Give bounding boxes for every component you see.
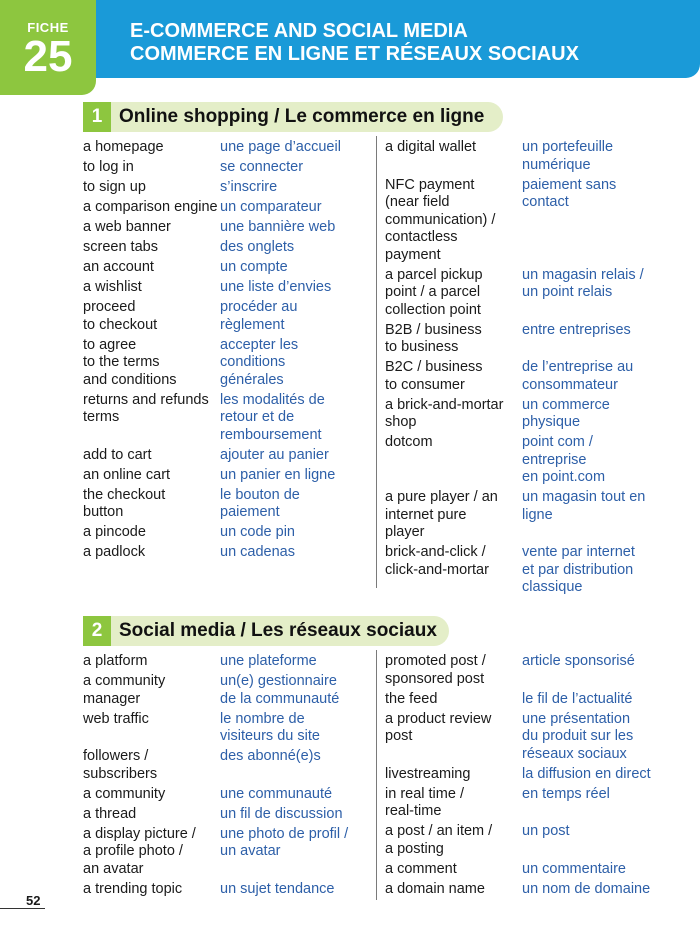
vocab-entry	[385, 691, 675, 709]
french-term: en temps réel	[522, 785, 610, 802]
english-term: a web banner	[83, 219, 171, 235]
french-term: une plateforme	[220, 653, 317, 669]
french-term: une photo de profil / un avatar	[220, 825, 349, 859]
english-term: a comparison engine	[83, 199, 218, 215]
french-term: un magasin tout en ligne	[522, 489, 646, 523]
english-term: livestreaming	[385, 765, 471, 782]
column-divider	[376, 136, 377, 588]
french-term: paiement sans contact	[522, 176, 617, 210]
english-term: a post / an item / a posting	[385, 823, 493, 857]
vocab-entry	[83, 239, 373, 257]
french-term: un commentaire	[522, 860, 626, 877]
french-term: entre entreprises	[522, 321, 631, 338]
vocab-entry	[83, 447, 373, 465]
vocab-entry	[83, 392, 373, 445]
french-term: une bannière web	[220, 219, 336, 235]
english-term: a homepage	[83, 139, 164, 155]
column-divider	[376, 650, 377, 900]
vocab-entry	[385, 177, 675, 265]
french-term: un magasin relais / un point relais	[522, 266, 644, 300]
english-term: proceed to checkout	[83, 299, 158, 333]
section-number: 2	[83, 616, 111, 646]
french-term: article sponsorisé	[522, 653, 635, 669]
french-term: une page d’accueil	[220, 139, 341, 155]
vocab-entry	[83, 219, 373, 237]
french-term: un code pin	[220, 524, 295, 540]
page-title-fr: COMMERCE EN LIGNE ET RÉSEAUX SOCIAUX	[130, 43, 579, 65]
section-title: Online shopping / Le commerce en ligne	[119, 106, 485, 127]
vocab-entry	[385, 786, 675, 821]
vocab-entry	[83, 337, 373, 390]
english-term: a wishlist	[83, 279, 142, 295]
french-term: le fil de l’actualité	[522, 690, 633, 707]
french-term: un panier en ligne	[220, 466, 336, 483]
english-term: a domain name	[385, 880, 485, 897]
english-term: a padlock	[83, 544, 146, 560]
vocab-entry	[385, 653, 675, 688]
english-term: followers / subscribers	[83, 748, 158, 782]
vocab-entry	[385, 139, 675, 174]
french-term: le bouton de paiement	[220, 486, 300, 520]
section-heading-online-shopping	[83, 102, 503, 132]
section-number: 1	[83, 102, 111, 132]
section1-left-column	[83, 139, 373, 564]
english-term: to sign up	[83, 179, 146, 195]
fiche-number: 25	[23, 32, 73, 81]
french-term: des abonné(e)s	[220, 748, 321, 764]
english-term: an account	[83, 259, 154, 275]
english-term: a parcel pickup point / a parcel collection point	[385, 266, 483, 318]
french-term: un cadenas	[220, 544, 295, 560]
french-term: les modalités de retour et de remboursement	[220, 391, 325, 443]
english-term: a pure player / an internet pure player	[385, 489, 498, 540]
section-title: Social media / Les réseaux sociaux	[119, 620, 437, 641]
vocab-entry	[385, 711, 675, 764]
vocab-entry	[83, 544, 373, 562]
french-term: un(e) gestionnaire de la communauté	[220, 673, 340, 707]
vocab-entry	[385, 489, 675, 542]
vocab-entry	[83, 259, 373, 277]
french-term: s’inscrire	[220, 179, 278, 195]
french-term: une communauté	[220, 785, 333, 802]
vocab-entry	[83, 279, 373, 297]
english-term: in real time / real-time	[385, 785, 464, 819]
english-term: a thread	[83, 805, 137, 822]
english-term: a pincode	[83, 524, 146, 540]
english-term: a product review post	[385, 710, 492, 744]
section2-right-column	[385, 653, 675, 901]
fiche-label: FICHE	[27, 20, 69, 35]
vocab-entry	[83, 653, 373, 671]
vocab-entry	[385, 434, 675, 487]
english-term: a trending topic	[83, 880, 183, 897]
english-term: to agree to the terms and conditions	[83, 336, 177, 388]
vocab-entry	[83, 299, 373, 334]
french-term: le nombre de visiteurs du site	[220, 710, 320, 744]
vocab-entry	[385, 766, 675, 784]
french-term: un sujet tendance	[220, 880, 335, 897]
vocab-entry	[83, 159, 373, 177]
vocab-entry	[83, 826, 373, 879]
french-term: point com / entreprise en point.com	[522, 434, 606, 485]
vocab-entry	[83, 139, 373, 157]
vocab-entry	[83, 673, 373, 708]
english-term: screen tabs	[83, 239, 158, 255]
french-term: accepter les conditions générales	[220, 336, 299, 388]
vocab-entry	[385, 359, 675, 394]
page-title-en: E-COMMERCE AND SOCIAL MEDIA	[130, 20, 468, 42]
english-term: to log in	[83, 159, 134, 175]
english-term: dotcom	[385, 434, 433, 450]
fiche-badge	[0, 0, 96, 95]
english-term: a comment	[385, 860, 457, 877]
page-number-rule	[0, 908, 45, 909]
french-term: des onglets	[220, 239, 295, 255]
french-term: la diffusion en direct	[522, 765, 651, 782]
french-term: un comparateur	[220, 199, 322, 215]
english-term: promoted post / sponsored post	[385, 653, 486, 687]
vocab-entry	[385, 861, 675, 879]
english-term: an online cart	[83, 466, 171, 483]
vocab-entry	[83, 199, 373, 217]
page-number: 52	[26, 893, 41, 908]
vocab-entry	[83, 786, 373, 804]
english-term: returns and refunds terms	[83, 391, 209, 425]
vocab-entry	[83, 711, 373, 746]
vocab-entry	[385, 881, 675, 899]
vocab-entry	[83, 806, 373, 824]
section-heading-social-media	[83, 616, 449, 646]
french-term: vente par internet et par distribution classique	[522, 544, 635, 595]
french-term: un portefeuille numérique	[522, 139, 614, 173]
section1-right-column	[385, 139, 675, 599]
english-term: web traffic	[83, 710, 149, 727]
english-term: NFC payment (near field communication) / contactless payment	[385, 176, 496, 263]
french-term: un fil de discussion	[220, 805, 343, 822]
vocab-entry	[385, 267, 675, 320]
french-term: un nom de domaine	[522, 880, 651, 897]
english-term: brick-and-click / click-and-mortar	[385, 544, 489, 578]
english-term: a digital wallet	[385, 139, 477, 155]
french-term: ajouter au panier	[220, 446, 329, 463]
french-term: procéder au règlement	[220, 299, 298, 333]
english-term: B2B / business to business	[385, 321, 482, 355]
english-term: a community	[83, 785, 166, 802]
english-term: the feed	[385, 690, 438, 707]
vocab-entry	[83, 748, 373, 783]
vocab-entry	[83, 881, 373, 899]
french-term: de l’entreprise au consommateur	[522, 359, 634, 393]
english-term: a community manager	[83, 673, 166, 707]
vocab-entry	[83, 467, 373, 485]
french-term: un commerce physique	[522, 396, 610, 430]
french-term: une présentation du produit sur les réseaux sociaux	[522, 710, 634, 762]
english-term: B2C / business to consumer	[385, 359, 483, 393]
french-term: un compte	[220, 259, 288, 275]
english-term: a brick-and-mortar shop	[385, 396, 504, 430]
english-term: add to cart	[83, 446, 152, 463]
vocab-entry	[83, 524, 373, 542]
english-term: a platform	[83, 653, 148, 669]
french-term: se connecter	[220, 159, 304, 175]
vocab-entry	[83, 179, 373, 197]
french-term: une liste d’envies	[220, 279, 332, 295]
vocab-entry	[385, 823, 675, 858]
french-term: un post	[522, 823, 570, 839]
vocab-entry	[83, 487, 373, 522]
vocab-entry	[385, 322, 675, 357]
english-term: the checkout button	[83, 486, 166, 520]
section2-left-column	[83, 653, 373, 901]
title-banner	[96, 0, 700, 78]
vocab-entry	[385, 397, 675, 432]
english-term: a display picture / a profile photo / an avatar	[83, 825, 196, 877]
vocab-entry	[385, 544, 675, 597]
